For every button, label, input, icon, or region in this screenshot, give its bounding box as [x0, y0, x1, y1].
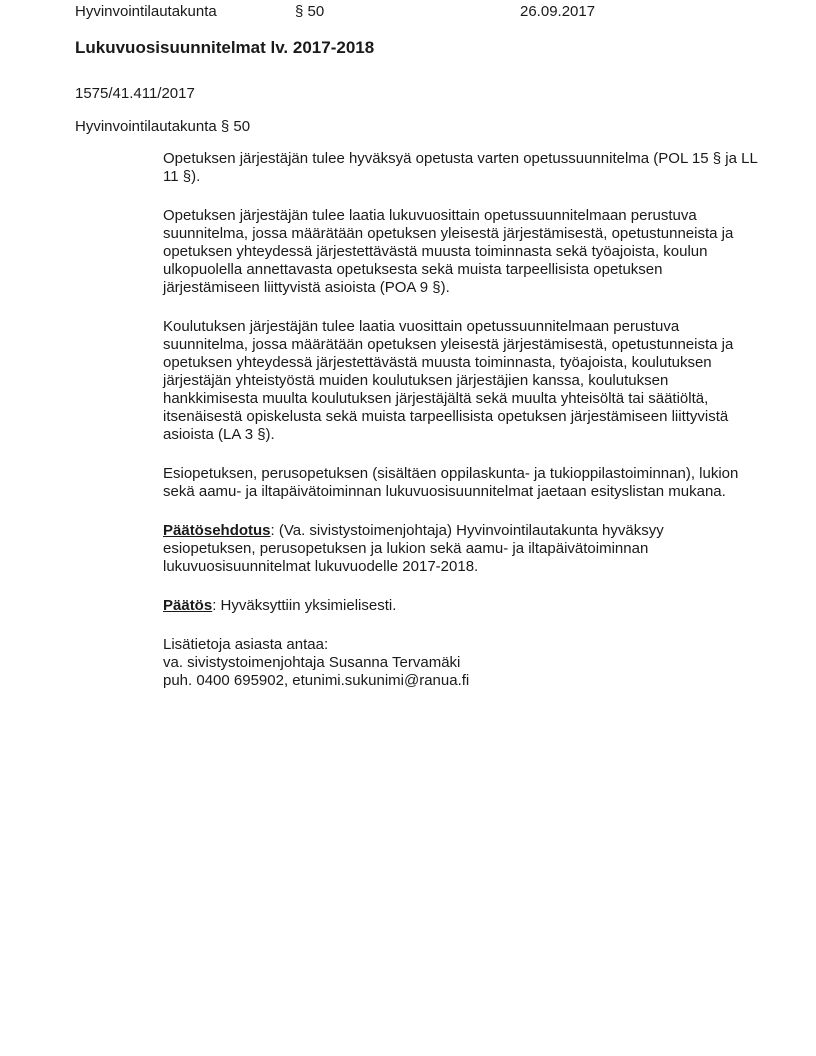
decision-label: Päätös [163, 597, 213, 614]
page-header [0, 0, 816, 21]
reference-number: 1575/41.411/2017 [75, 85, 195, 102]
body-paragraph: Opetuksen järjestäjän tulee laatia lukuvuosittain opetussuunnitelmaan perustuva suunnitelma, jossa määrätään opetuksen yleisestä järjestämisestä, opetustunneista ja opetuksen yhteydessä järjestettävästä muusta toiminnasta sekä työajoista, koulun ulkopuolella annettavasta opetuksesta sekä muista tarpeellisista opetuksen järjestämiseen liittyvistä asioista (POA 9 §). [163, 207, 734, 296]
decision-paragraph [163, 597, 758, 615]
decision-text: : Hyväksyttiin yksimielisesti. [212, 597, 397, 614]
header-committee: Hyvinvointilautakunta [75, 3, 217, 20]
subheading-committee-section: Hyvinvointilautakunta § 50 [75, 118, 251, 135]
decision-proposal-label: Päätösehdotus [163, 522, 271, 539]
body-content [163, 150, 758, 690]
decision-proposal-text: : (Va. sivistystoimenjohtaja) Hyvinvointilautakunta hyväksyy esiopetuksen, perusopetuksen ja lukion sekä aamu- ja iltapäivätoiminnan lukuvuosisuunnitelmat lukuvuodelle 2017-2018. [163, 522, 664, 575]
body-paragraph: Esiopetuksen, perusopetuksen (sisältäen oppilaskunta- ja tukioppilastoiminnan), lukion sekä aamu- ja iltapäivätoiminnan lukuvuosisuunnitelmat jaetaan esityslistan mukana. [163, 465, 739, 500]
body-paragraph: Opetuksen järjestäjän tulee hyväksyä opetusta varten opetussuunnitelma (POL 15 § ja LL 11 §). [163, 150, 758, 185]
additional-info-block [163, 636, 758, 690]
header-date: 26.09.2017 [520, 3, 596, 20]
additional-info-line: Lisätietoja asiasta antaa: [163, 636, 329, 653]
decision-proposal-paragraph [163, 522, 758, 576]
body-paragraph: Koulutuksen järjestäjän tulee laatia vuosittain opetussuunnitelmaan perustuva suunnitelma, jossa määrätään opetuksen yleisestä järjestämisestä, opetustunneista ja opetuksen yhteydessä järjestettävästä muusta toiminnasta, työajoista, koulutuksen järjestäjän yhteistyöstä muiden koulutuksen järjestäjien kanssa, koulutuksen hankkimisesta muulta koulutuksen järjestäjältä sekä muulta yhteisöltä tai säätiöltä, itsenäisestä opiskelusta sekä muista tarpeellisista opetuksen järjestämiseen liittyvistä asioista (LA 3 §). [163, 318, 734, 443]
page-title: Lukuvuosisuunnitelmat lv. 2017-2018 [75, 38, 375, 57]
additional-info-line: va. sivistystoimenjohtaja Susanna Tervamäki [163, 654, 461, 671]
additional-info-line: puh. 0400 695902, etunimi.sukunimi@ranua.fi [163, 672, 470, 689]
header-section-number: § 50 [295, 3, 325, 20]
